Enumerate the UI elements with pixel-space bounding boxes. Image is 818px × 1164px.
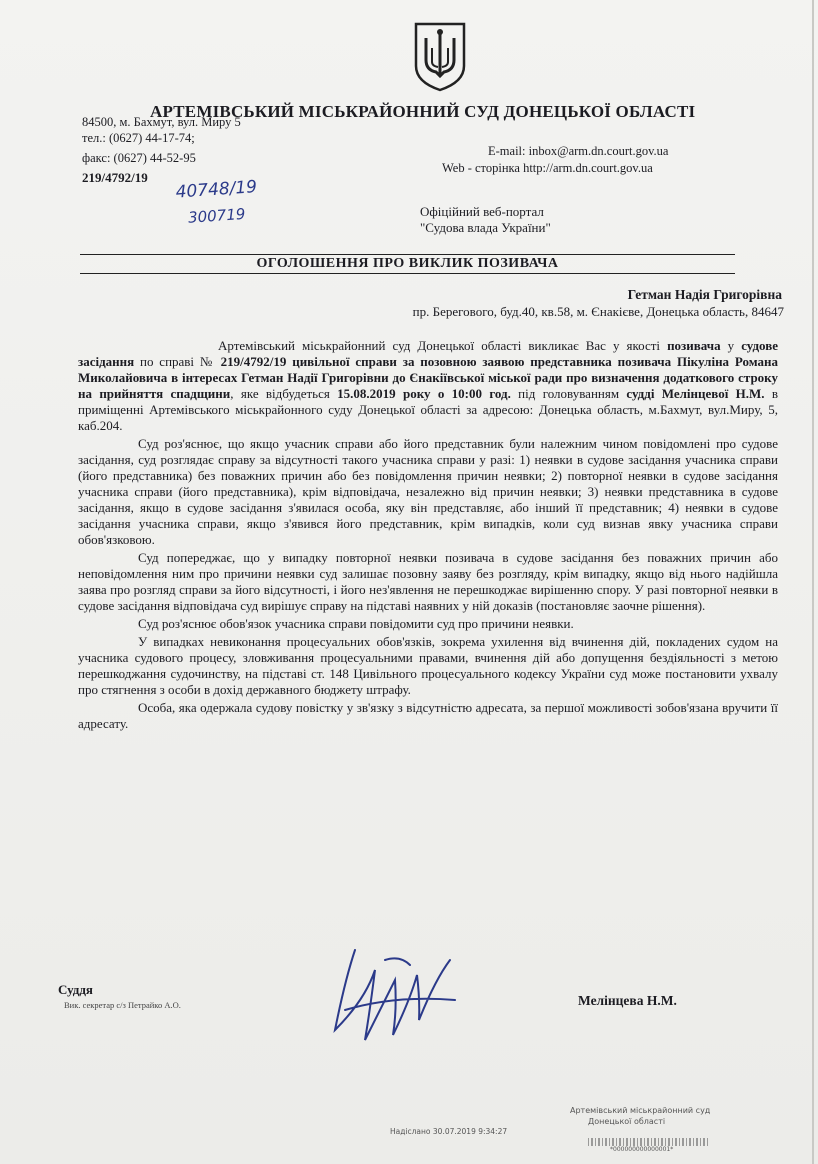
judge-label: Суддя xyxy=(58,982,93,997)
paragraph-penalty: У випадках невиконання процесуальних обов'язків, зокрема ухилення від вчинення дій, покладених судом на учасника судового процесу, зловживання процесуальними правами, вчинення дій або допущення бездіяльності з метою перешкоджання судочинству, на підставі ст. 148 Цивільного процесуального кодексу України суд може постановити ухвалу про стягнення з особи в дохід державного бюджету штрафу. xyxy=(78,634,778,697)
paragraph-delivery: Особа, яка одержала судову повістку у зв'язку з відсутністю адресата, за першої можливості зобов'язана вручити її адресату. xyxy=(78,700,778,731)
handwritten-signature xyxy=(325,940,465,1050)
court-website: Web - сторінка http://arm.dn.court.gov.ua xyxy=(442,161,653,175)
court-phone: тел.: (0627) 44-17-74; xyxy=(82,131,195,145)
court-address: 84500, м. Бахмут, вул. Миру 5 xyxy=(82,115,241,129)
recipient-line-1: Офіційний веб-портал xyxy=(420,204,544,219)
judge-name: Мелінцева Н.М. xyxy=(578,993,677,1008)
paragraph-warning: Суд попереджає, що у випадку повторної неявки позивача в судове засідання без поважних причин або неповідомлення ним про причини неявки суд залишає позовну заяву без розгляду, крім випадку, якщо від нього надійшла заява про розгляд справи за його відсутності, і його нез'явлення не перешкоджає вирішенню спору. У разі повторної неявки в судове засідання відповідача суд вирішує справу на підставі наявних у ній доказів (постановляє заочне рішення). xyxy=(78,550,778,613)
case-number: 219/4792/19 xyxy=(82,170,148,185)
registration-stamp xyxy=(390,1090,785,1153)
handwritten-number-2: 300719 xyxy=(187,204,246,227)
handwritten-number-1: 40748/19 xyxy=(175,177,258,203)
executor-name: Вик. секретар с/з Петрайко А.О. xyxy=(64,1000,181,1010)
court-email: E-mail: inbox@arm.dn.court.gov.ua xyxy=(488,144,669,158)
court-fax: факс: (0627) 44-52-95 xyxy=(82,151,196,165)
stamp-sent-timestamp: Надіслано 30.07.2019 9:34:27 xyxy=(390,1127,508,1136)
barcode-icon xyxy=(588,1138,708,1146)
page-edge xyxy=(812,0,814,1164)
barcode-number: *000000000000001* xyxy=(610,1146,674,1153)
stamp-court-region: Донецької області xyxy=(588,1117,666,1126)
addressee-address: пр. Берегового, буд.40, кв.58, м. Єнакієве, Донецька область, 84647 xyxy=(412,304,784,319)
ukraine-coat-of-arms-icon xyxy=(412,20,468,92)
paragraph-explanation: Суд роз'яснює, що якщо учасник справи або його представник були належним чином повідомлені про судове засідання, суд розглядає справу за відсутності такого учасника справи у разі: 1) неявки в судове засідання учасника справи (його представника) без поважних причин або без повідомлення причин неявки; 2) повторної неявки в судове засідання учасника справи (його представника), крім відповідача, незалежно від причин неявки; 3) неявки представника в судове засідання, якщо в судове засідання з'явилася особа, яку він представляє, або інший її представник; 4) неявки в судове засідання учасника справи, якщо з'явився його представник, крім випадків, коли суд визнав явку учасника справи обов'язковою. xyxy=(78,436,778,547)
handwritten-registration-mark xyxy=(174,175,270,227)
stamp-court-name: Артемівський міськрайонний суд xyxy=(570,1106,711,1115)
court-name: АРТЕМІВСЬКИЙ МІСЬКРАЙОННИЙ СУД ДОНЕЦЬКОЇ ОБЛАСТІ xyxy=(150,102,696,121)
document-body xyxy=(78,338,778,734)
document-heading: ОГОЛОШЕННЯ ПРО ВИКЛИК ПОЗИВАЧА xyxy=(80,254,735,274)
paragraph-obligation: Суд роз'яснює обов'язок учасника справи повідомити суд про причини неявки. xyxy=(138,616,574,631)
recipient-line-2: "Судова влада України" xyxy=(420,220,551,235)
paragraph-summons: Артемівський міськрайонний суд Донецької області викликає Вас у якості позивача у судове засідання по справі № 219/4792/19 цивільної справи за позовною заявою представника позивача Пікуліна Романа Миколайовича в інтересах Гетман Надії Григорівни до Єнакіївської міської ради про визначення додаткового строку на прийняття спадщини, яке відбудеться 15.08.2019 року о 10:00 год. під головуванням судді Мелінцевої Н.М. в приміщенні Артемівського міськрайонного суду Донецької області за адресою: Донецька область, м.Бахмут, вул.Миру, 5, каб.204. xyxy=(78,338,779,433)
addressee-name: Гетман Надія Григорівна xyxy=(627,287,782,302)
